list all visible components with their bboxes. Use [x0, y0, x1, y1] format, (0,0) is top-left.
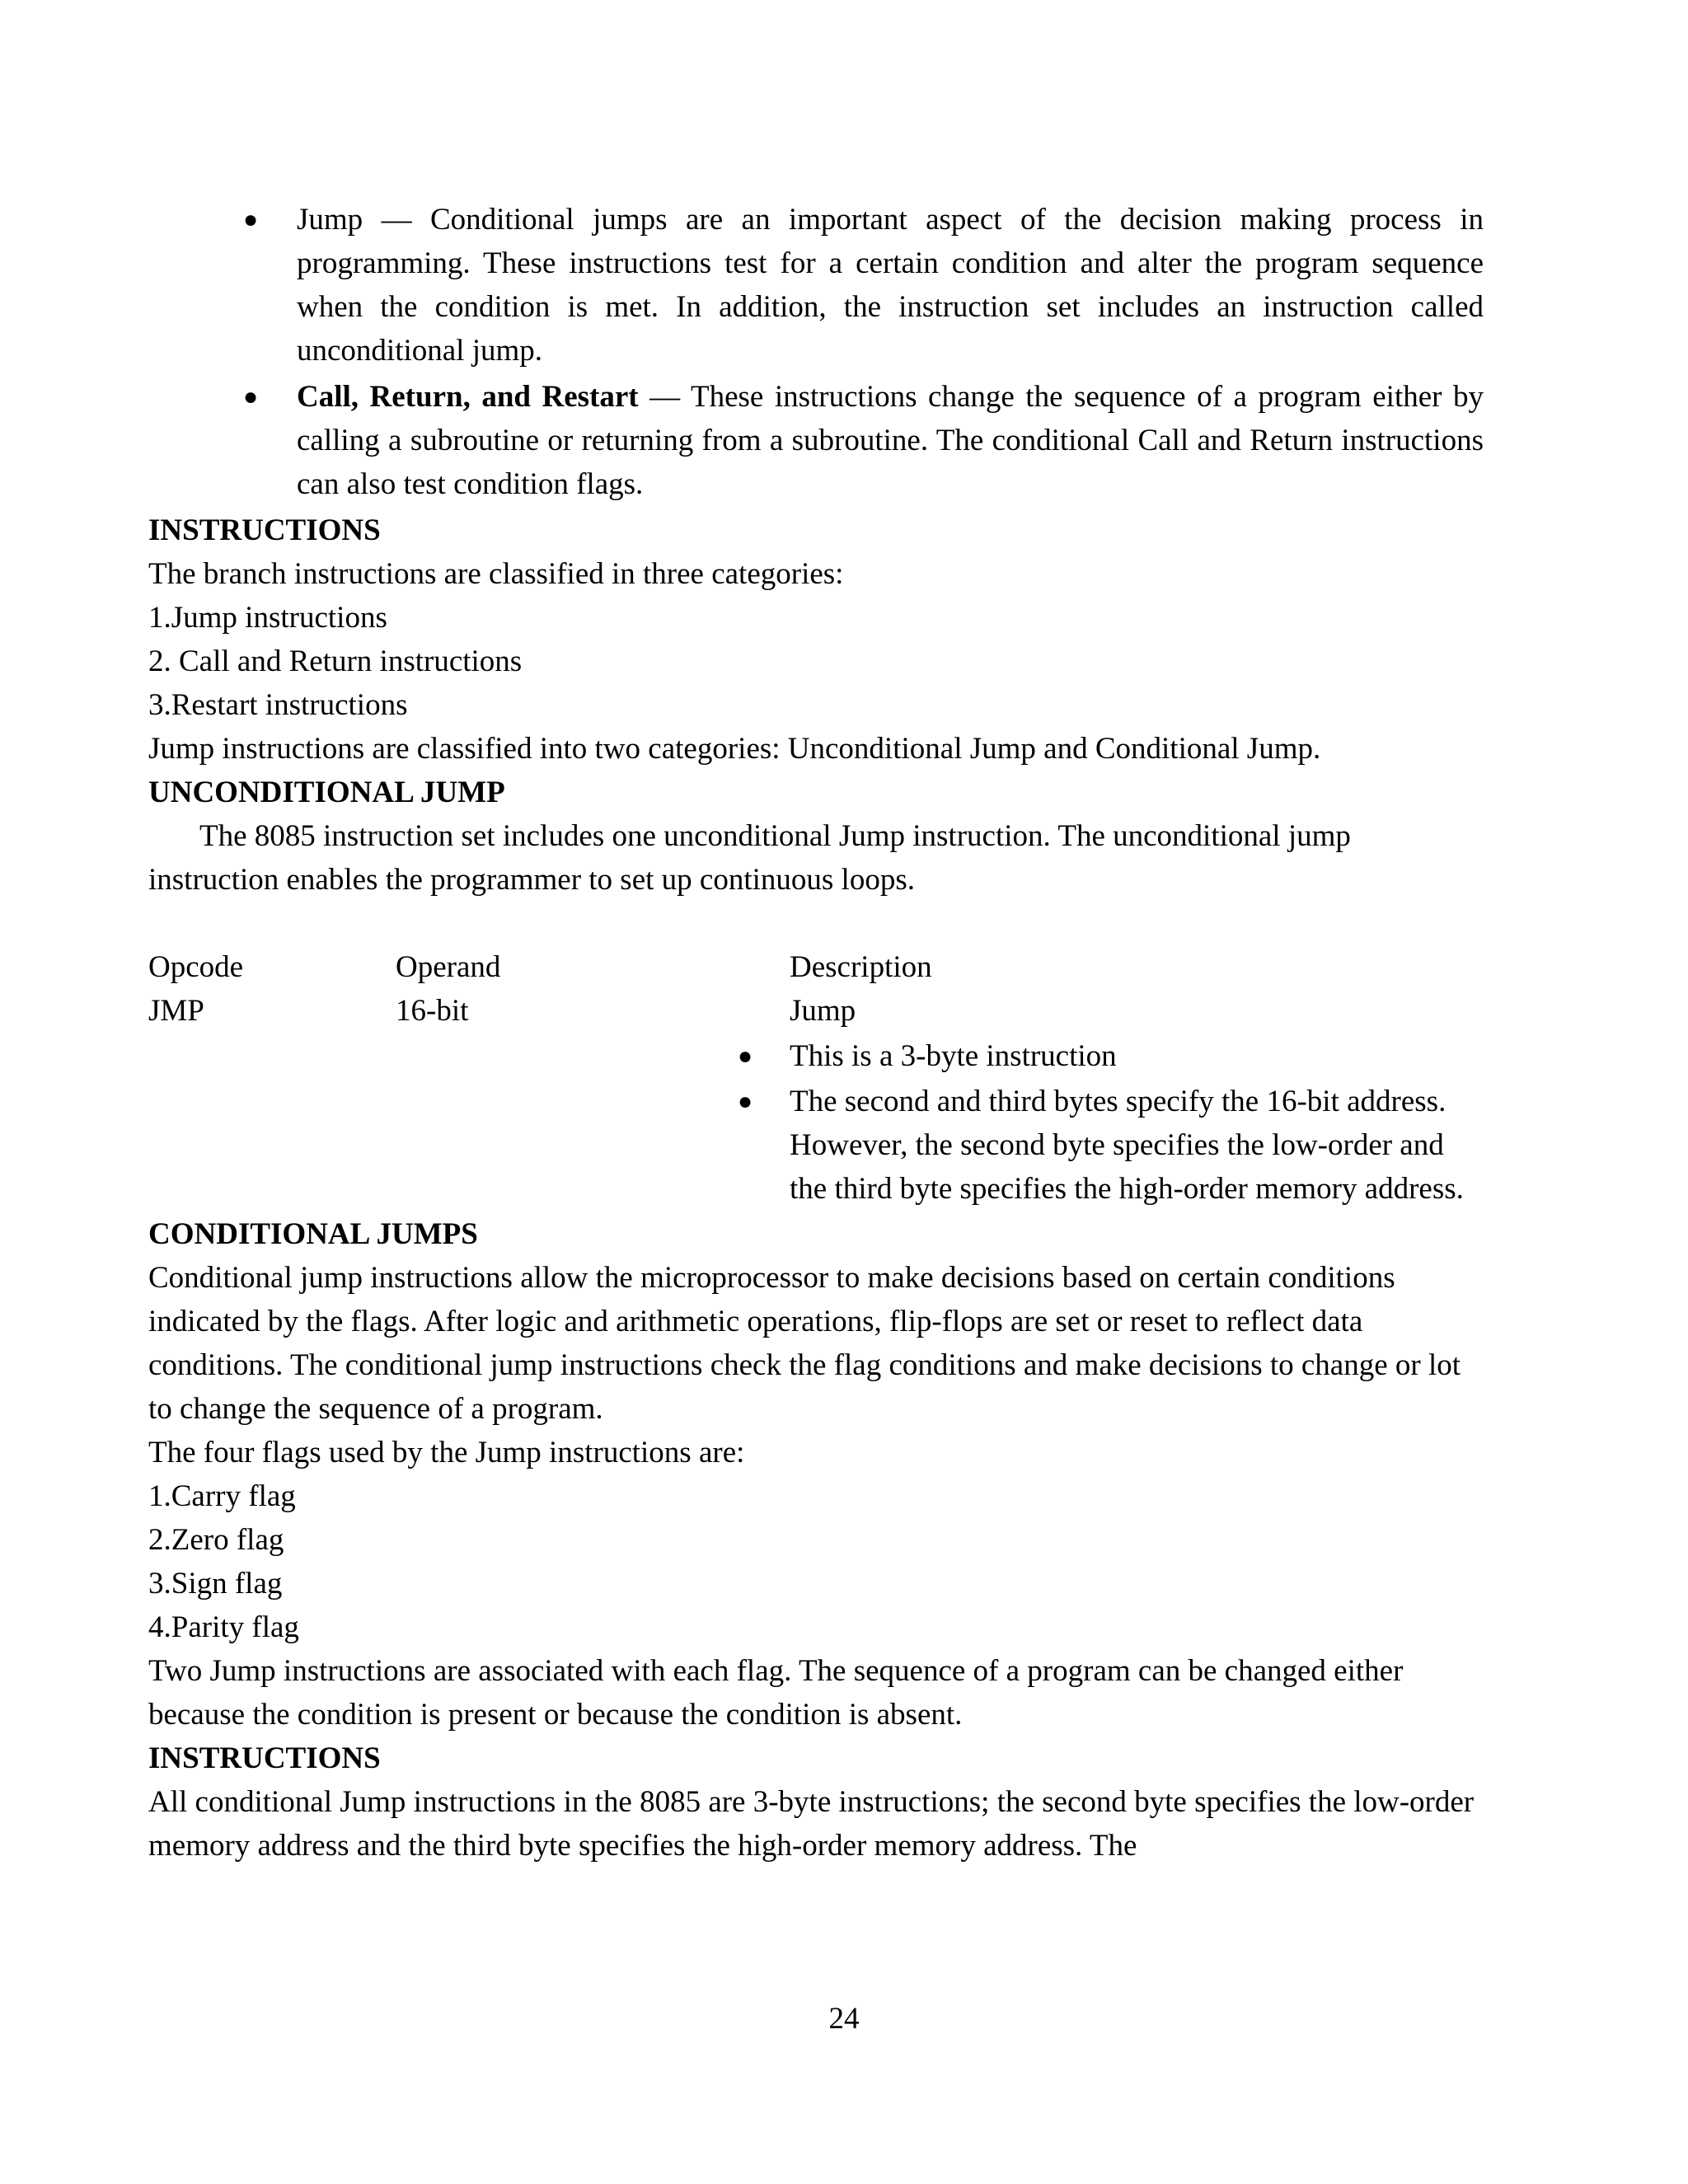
table-header-row — [148, 945, 1484, 989]
header-operand: Operand — [396, 950, 501, 984]
bullet-icon: ● — [738, 1043, 753, 1070]
cell-operand: 16-bit — [396, 994, 469, 1028]
section-heading-conditional: CONDITIONAL JUMPS — [148, 1217, 478, 1251]
document-page — [148, 198, 1484, 1868]
instructions-intro: The branch instructions are classified in three categories: — [148, 557, 844, 591]
table-row — [148, 989, 1484, 1033]
list-item — [148, 1034, 1484, 1078]
list-item — [148, 1080, 1484, 1211]
page-number: 24 — [828, 2002, 860, 2036]
conditional-paragraph: Conditional jump instructions allow the microprocessor to make decisions based on certain conditions indicated by the flags. After logic and arithmetic operations, flip-flops are set or reset to reflect data conditions. The conditional jump instructions check the flag conditions and make decisions to change or lot to change the sequence of a program. — [148, 1261, 1461, 1426]
flags-note: Two Jump instructions are associated with each flag. The sequence of a program can be changed either because the condition is present or because the condition is absent. — [148, 1654, 1404, 1732]
bullet-icon: ● — [243, 206, 259, 233]
flag-item: 4.Parity flag — [148, 1610, 299, 1644]
section-heading-instructions-2: INSTRUCTIONS — [148, 1741, 381, 1775]
bullet-text: Jump — Conditional jumps are an important aspect of the decision making process in programming. These instructions test for a certain condition and alter the program sequence when the condition is met. In addition, the instruction set includes an instruction called unconditional jump. — [297, 203, 1484, 368]
unconditional-paragraph: The 8085 instruction set includes one unconditional Jump instruction. The unconditional jump instruction enables the programmer to set up continuous loops. — [148, 819, 1351, 897]
category-item: 3.Restart instructions — [148, 688, 408, 722]
intro-bullet-list — [148, 198, 1484, 506]
spacer — [148, 902, 1484, 945]
list-item — [148, 198, 1484, 373]
header-opcode: Opcode — [148, 950, 244, 984]
cell-description: Jump — [790, 994, 856, 1028]
section-heading-unconditional: UNCONDITIONAL JUMP — [148, 776, 505, 809]
category-item: 1.Jump instructions — [148, 601, 387, 635]
header-description: Description — [790, 950, 932, 984]
flag-item: 3.Sign flag — [148, 1567, 283, 1601]
cell-opcode: JMP — [148, 994, 204, 1028]
category-item: 2. Call and Return instructions — [148, 644, 523, 678]
instructions-2-paragraph: All conditional Jump instructions in the 8085 are 3-byte instructions; the second byte specifies the low-order memory address and the third byte specifies the high-order memory address. The — [148, 1785, 1475, 1863]
section-heading-instructions: INSTRUCTIONS — [148, 513, 381, 547]
bullet-bold-lead: Call, Return, and Restart — [297, 380, 639, 414]
flags-intro: The four flags used by the Jump instructions are: — [148, 1436, 745, 1469]
flag-item: 2.Zero flag — [148, 1523, 284, 1557]
bullet-icon: ● — [738, 1088, 753, 1115]
flag-item: 1.Carry flag — [148, 1479, 296, 1513]
note-text: The second and third bytes specify the 16-bit address. However, the second byte specifies the low-order and the third byte specifies the high-order memory address. — [790, 1085, 1464, 1206]
bullet-icon: ● — [243, 383, 259, 410]
jump-table — [148, 945, 1484, 1211]
description-bullet-list — [148, 1034, 1484, 1211]
instructions-summary: Jump instructions are classified into two categories: Unconditional Jump and Conditional Jump. — [148, 732, 1321, 766]
list-item — [148, 375, 1484, 506]
note-text: This is a 3-byte instruction — [790, 1039, 1117, 1073]
bullet-text: — These instructions change the sequence of a program either by calling a subroutine or returning from a subroutine. The conditional Call and Return instructions can also test condition flags. — [297, 380, 1484, 501]
